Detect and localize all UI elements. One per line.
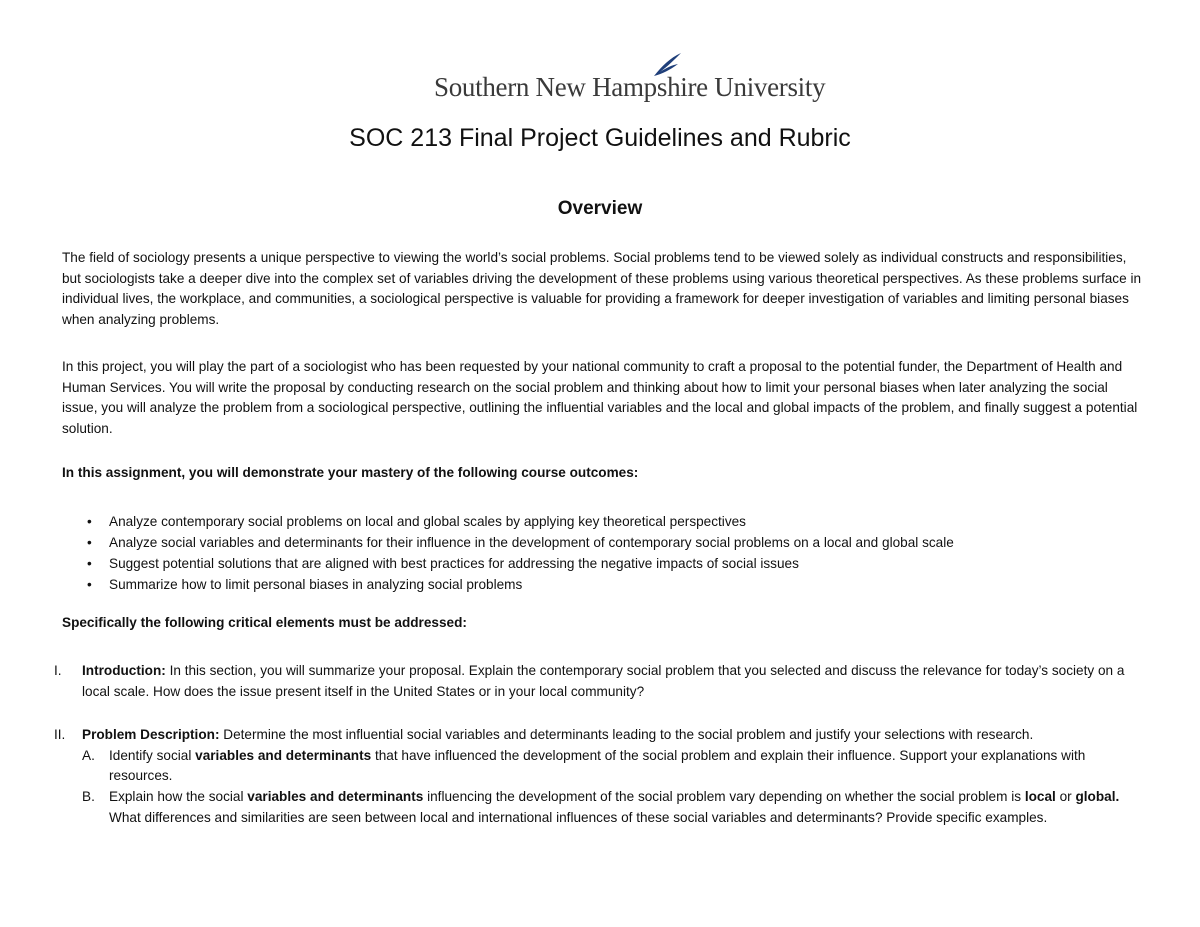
section-label: Problem Description: (82, 727, 220, 742)
bullet-icon: • (87, 556, 92, 571)
subsection-b (82, 787, 1148, 828)
section-label: Introduction: (82, 663, 166, 678)
page-title: SOC 213 Final Project Guidelines and Rubric (349, 124, 851, 152)
section-problem-description (48, 725, 1148, 829)
subsection-text: influencing the development of the social problem vary depending on whether the social problem is (423, 789, 1025, 805)
section-introduction (48, 661, 1148, 702)
subsection-emphasis: variables and determinants (195, 747, 372, 763)
outcomes-list (62, 511, 1142, 595)
logo-wordmark: Southern New Hampshire University (434, 72, 826, 102)
subsection-a (82, 746, 1148, 787)
list-item-text: Suggest potential solutions that are aligned with best practices for addressing the negative impacts of social issues (109, 556, 799, 571)
subsection-emphasis: variables and determinants (247, 789, 424, 805)
subsection-text: or (1055, 789, 1076, 805)
list-item-text: Analyze contemporary social problems on local and global scales by applying key theoretical perspectives (109, 514, 746, 529)
overview-heading: Overview (557, 198, 643, 219)
list-item (62, 511, 1142, 532)
critical-elements-heading: Specifically the following critical elements must be addressed: (62, 615, 467, 630)
list-item (62, 553, 1142, 574)
subsection-letter: B. (82, 789, 95, 805)
subsection-text: What differences and similarities are seen between local and international influences of these social variables and determinants? Provide specific examples. (109, 809, 1048, 825)
section-number: I. (54, 663, 62, 678)
subsection-text: Identify social (109, 747, 196, 763)
list-item (62, 532, 1142, 553)
section-body (82, 661, 1148, 702)
bullet-icon: • (87, 514, 92, 529)
subsection-text: Explain how the social (109, 789, 248, 805)
list-item (62, 574, 1142, 595)
university-logo (434, 50, 826, 106)
subsection-emphasis: local (1024, 789, 1056, 805)
bullet-icon: • (87, 535, 92, 550)
outcomes-heading: In this assignment, you will demonstrate your mastery of the following course outcomes: (62, 465, 639, 480)
section-text: Determine the most influential social variables and determinants leading to the social problem and justify your selections with research. (219, 727, 1034, 742)
subsection-emphasis: global. (1075, 789, 1120, 805)
section-number: II. (54, 727, 66, 742)
overview-paragraph-1: The field of sociology presents a unique perspective to viewing the world’s social problems. Social problems tend to be viewed solely as individual constructs and responsibilities, but sociologists take a deeper dive into the complex set of variables driving the development of these problems using various theoretical perspectives. As these problems surface in individual lives, the workplace, and communities, a sociological perspective is valuable for providing a framework for deeper investigation of variables and limiting personal biases when analyzing problems. (62, 250, 1142, 328)
subsection-text: that have influenced the development of the social problem and explain their influence. Support your explanations with resources. (109, 747, 1086, 784)
list-item-text: Summarize how to limit personal biases in analyzing social problems (109, 577, 523, 592)
list-item-text: Analyze social variables and determinants for their influence in the development of contemporary social problems on a local and global scale (109, 535, 954, 550)
section-text: In this section, you will summarize your proposal. Explain the contemporary social problem that you selected and discuss the relevance for today’s society on a local scale. How does the issue present itself in the United States or in your local community? (82, 663, 1125, 699)
bullet-icon: • (87, 577, 92, 592)
overview-paragraph-2: In this project, you will play the part of a sociologist who has been requested by your national community to craft a proposal to the potential funder, the Department of Health and Human Services. You will write the proposal by conducting research on the social problem and thinking about how to limit your personal biases when later analyzing the social issue, you will analyze the problem from a sociological perspective, outlining the influential variables and the local and global impacts of the problem, and finally suggest a potential solution. (62, 359, 1138, 437)
subsection-letter: A. (82, 747, 95, 763)
section-body (82, 725, 1148, 746)
